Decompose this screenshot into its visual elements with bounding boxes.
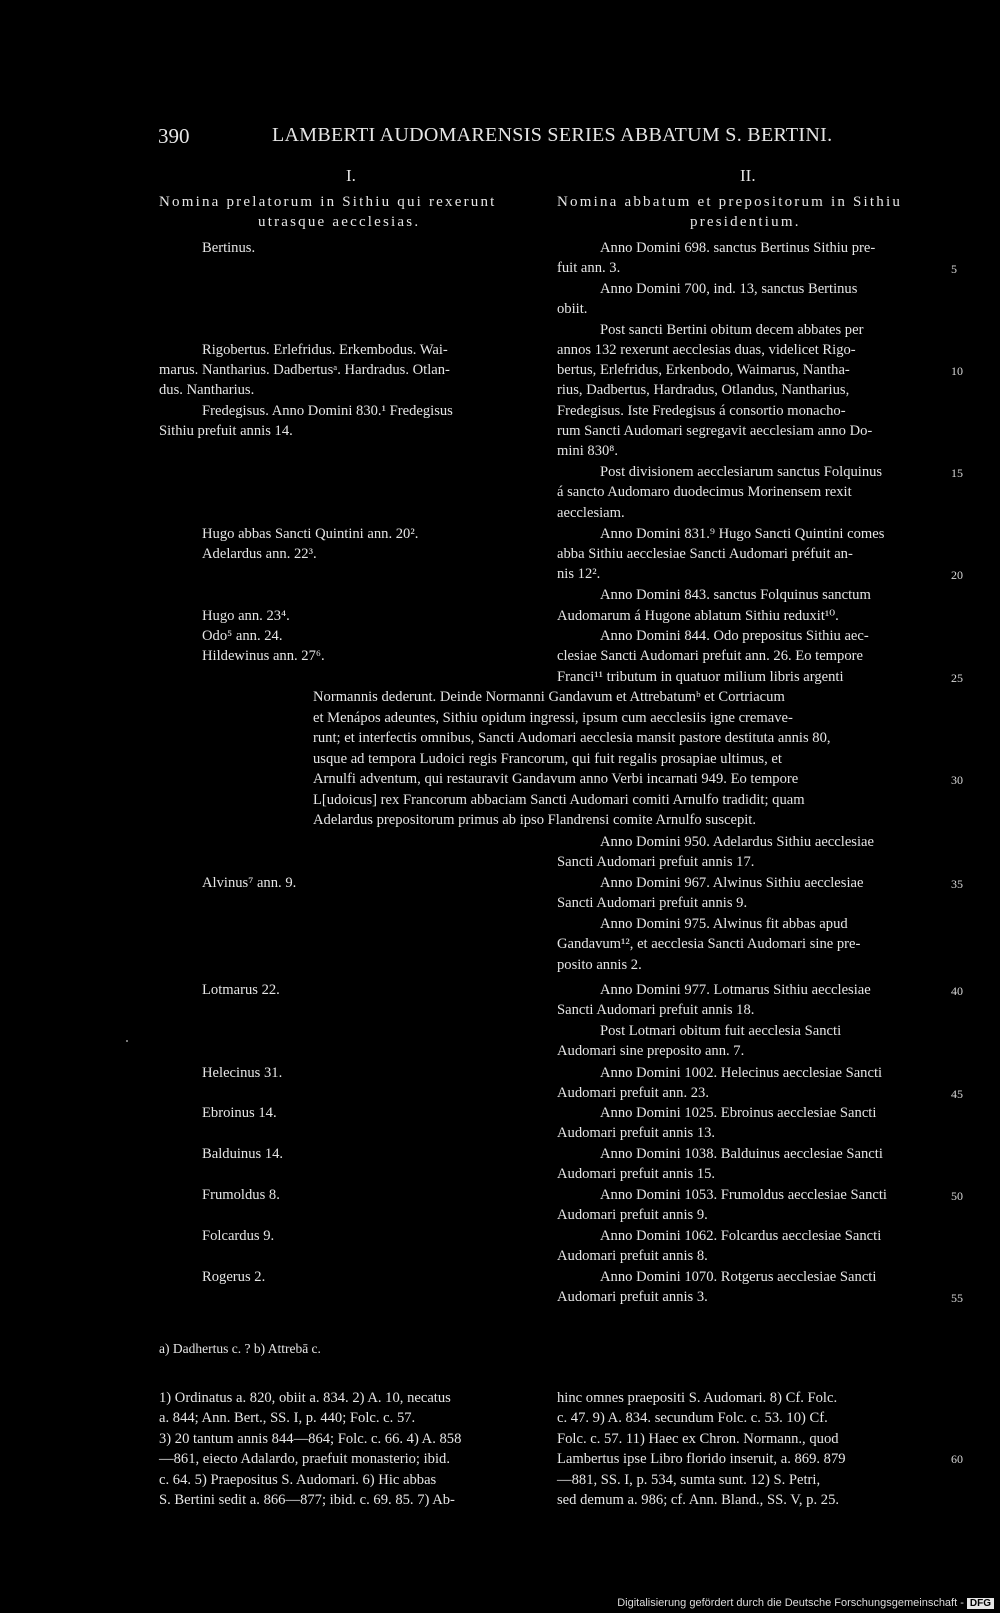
left-line: Sithiu prefuit annis 14.	[159, 423, 293, 439]
full-width-line: usque ad tempora Ludoici regis Francorum, qui fuit regalis prosapiae ultimus, et	[313, 751, 782, 767]
line-number: 10	[951, 364, 963, 378]
footnote-line: 3) 20 tantum annis 844—864; Folc. c. 66. 4) A. 858	[159, 1431, 462, 1447]
line-number: 55	[951, 1291, 963, 1305]
line-number: 30	[951, 773, 963, 787]
left-line: Rogerus 2.	[202, 1269, 266, 1285]
column-2-heading-cont: presidentium.	[690, 214, 801, 230]
left-line: marus. Nantharius. Dadbertusᵃ. Hardradus. Otlan-	[159, 362, 450, 378]
right-line: rius, Dadbertus, Hardradus, Otlandus, Nantharius,	[557, 382, 850, 398]
footnote-line: —861, eiecto Adalardo, praefuit monasterio; ibid.	[159, 1451, 450, 1467]
footnote-line: 1) Ordinatus a. 820, obiit a. 834. 2) A. 10, necatus	[159, 1390, 451, 1406]
right-line: Audomari prefuit annis 8.	[557, 1248, 708, 1264]
right-line: Audomari sine preposito ann. 7.	[557, 1043, 745, 1059]
full-width-line: L[udoicus] rex Francorum abbaciam Sancti Audomari comiti Arnulfo tradidit; quam	[313, 792, 805, 808]
footnote-line: Folc. c. 57. 11) Haec ex Chron. Normann., quod	[557, 1431, 839, 1447]
column-1-heading: Nomina prelatorum in Sithiu qui rexerunt	[159, 194, 497, 210]
right-line: bertus, Erlefridus, Erkenbodo, Waimarus, Nantha-	[557, 362, 850, 378]
line-number: 45	[951, 1087, 963, 1101]
right-line: Audomarum á Hugone ablatum Sithiu reduxit¹⁰.	[557, 608, 839, 624]
left-line: Alvinus⁷ ann. 9.	[202, 875, 297, 891]
right-line: nis 12².	[557, 566, 601, 582]
line-number: 50	[951, 1189, 963, 1203]
right-line: Anno Domini 950. Adelardus Sithiu aecclesiae	[600, 834, 874, 850]
right-line: clesiae Sancti Audomari prefuit ann. 26. Eo tempore	[557, 648, 863, 664]
left-line: Hugo ann. 23⁴.	[202, 608, 290, 624]
right-line: Anno Domini 700, ind. 13, sanctus Bertinus	[600, 281, 858, 297]
right-line: Anno Domini 967. Alwinus Sithiu aecclesiae	[600, 875, 864, 891]
right-line: Anno Domini 1025. Ebroinus aecclesiae Sancti	[600, 1105, 877, 1121]
right-line: fuit ann. 3.	[557, 260, 621, 276]
line-number: 5	[951, 262, 957, 276]
right-line: Audomari prefuit annis 15.	[557, 1166, 716, 1182]
left-line: Hildewinus ann. 27⁶.	[202, 648, 325, 664]
right-line: rum Sancti Audomari segregavit aecclesiam anno Do-	[557, 423, 873, 439]
left-line: Balduinus 14.	[202, 1146, 284, 1162]
column-1-heading-cont: utrasque aecclesias.	[258, 214, 421, 230]
right-line: Anno Domini 831.⁹ Hugo Sancti Quintini comes	[600, 526, 885, 542]
line-number: 15	[951, 466, 963, 480]
right-line: Audomari prefuit ann. 23.	[557, 1085, 709, 1101]
right-line: Anno Domini 1062. Folcardus aecclesiae Sancti	[600, 1228, 882, 1244]
footnote-line: hinc omnes praepositi S. Audomari. 8) Cf. Folc.	[557, 1390, 838, 1406]
right-line: Anno Domini 1070. Rotgerus aecclesiae Sancti	[600, 1269, 877, 1285]
right-line: Sancti Audomari prefuit annis 9.	[557, 895, 748, 911]
right-line: Anno Domini 698. sanctus Bertinus Sithiu pre-	[600, 240, 876, 256]
right-line: Anno Domini 843. sanctus Folquinus sanctum	[600, 587, 871, 603]
footnote-line: Lambertus ipse Libro florido inseruit, a. 869. 879	[557, 1451, 846, 1467]
page-number: 390	[158, 124, 190, 148]
left-line: Hugo abbas Sancti Quintini ann. 20².	[202, 526, 419, 542]
right-line: Fredegisus. Iste Fredegisus á consortio monacho-	[557, 403, 846, 419]
left-line: Fredegisus. Anno Domini 830.¹ Fredegisus	[202, 403, 453, 419]
right-line: Post sancti Bertini obitum decem abbates per	[600, 322, 864, 338]
right-line: Anno Domini 977. Lotmarus Sithiu aecclesiae	[600, 982, 871, 998]
left-line: Rigobertus. Erlefridus. Erkembodus. Wai-	[202, 342, 448, 358]
right-line: Audomari prefuit annis 3.	[557, 1289, 708, 1305]
credit-text: Digitalisierung gefördert durch die Deutsche Forschungsgemeinschaft -	[617, 1597, 964, 1609]
left-line: dus. Nantharius.	[159, 382, 255, 398]
right-line: Anno Domini 1053. Frumoldus aecclesiae Sancti	[600, 1187, 887, 1203]
digitization-credit	[617, 1597, 994, 1609]
full-width-line: runt; et interfectis omnibus, Sancti Audomari aecclesia mansit pastore destituta annis 80,	[313, 730, 831, 746]
right-line: abba Sithiu aecclesiae Sancti Audomari préfuit an-	[557, 546, 853, 562]
right-line: annos 132 rexerunt aecclesias duas, videlicet Rigo-	[557, 342, 856, 358]
right-line: á sancto Audomaro duodecimus Morinensem rexit	[557, 484, 852, 500]
right-line: aecclesiam.	[557, 505, 625, 521]
left-line: Adelardus ann. 22³.	[202, 546, 317, 562]
right-line: Sancti Audomari prefuit annis 18.	[557, 1002, 755, 1018]
left-line: Lotmarus 22.	[202, 982, 280, 998]
left-line: Ebroinus 14.	[202, 1105, 277, 1121]
left-line: Odo⁵ ann. 24.	[202, 628, 283, 644]
footnote-line: sed demum a. 986; cf. Ann. Bland., SS. V, p. 25.	[557, 1492, 840, 1508]
line-number: 40	[951, 984, 963, 998]
dfg-logo: DFG	[967, 1598, 994, 1609]
right-line: Anno Domini 975. Alwinus fit abbas apud	[600, 916, 848, 932]
right-line: Anno Domini 1002. Helecinus aecclesiae Sancti	[600, 1065, 883, 1081]
footnote-line: c. 47. 9) A. 834. secundum Folc. c. 53. 10) Cf.	[557, 1410, 828, 1426]
line-number: 25	[951, 671, 963, 685]
right-line: Gandavum¹², et aecclesia Sancti Audomari sine pre-	[557, 936, 861, 952]
left-line: Helecinus 31.	[202, 1065, 283, 1081]
column-2-numeral: II.	[740, 166, 756, 185]
right-line: Anno Domini 1038. Balduinus aecclesiae Sancti	[600, 1146, 883, 1162]
right-line: Audomari prefuit annis 9.	[557, 1207, 708, 1223]
right-line: obiit.	[557, 301, 588, 317]
right-line: Post divisionem aecclesiarum sanctus Folquinus	[600, 464, 883, 480]
left-line: Folcardus 9.	[202, 1228, 275, 1244]
left-line: Bertinus.	[202, 240, 256, 256]
full-width-line: et Menápos adeuntes, Sithiu opidum ingressi, ipsum cum aecclesiis igne cremave-	[313, 710, 793, 726]
line-number: 60	[951, 1452, 963, 1466]
line-number: 35	[951, 877, 963, 891]
footnote-line: S. Bertini sedit a. 866—877; ibid. c. 69. 85. 7) Ab-	[159, 1492, 455, 1508]
right-line: Sancti Audomari prefuit annis 17.	[557, 854, 755, 870]
footnote-line: —881, SS. I, p. 534, sumta sunt. 12) S. Petri,	[557, 1472, 821, 1488]
full-width-line: Arnulfi adventum, qui restauravit Gandavum anno Verbi incarnati 949. Eo tempore	[313, 771, 799, 787]
variant-readings: a) Dadhertus c. ? b) Attrebā c.	[159, 1341, 321, 1356]
column-2-heading: Nomina abbatum et prepositorum in Sithiu	[557, 194, 903, 210]
right-line: Post Lotmari obitum fuit aecclesia Sancti	[600, 1023, 842, 1039]
scan-speck	[126, 1040, 128, 1042]
right-line: Anno Domini 844. Odo prepositus Sithiu aec-	[600, 628, 869, 644]
right-line: Franci¹¹ tributum in quatuor milium libris argenti	[557, 669, 844, 685]
left-line: Frumoldus 8.	[202, 1187, 280, 1203]
footnote-line: c. 64. 5) Praepositus S. Audomari. 6) Hic abbas	[159, 1472, 437, 1488]
right-line: Audomari prefuit annis 13.	[557, 1125, 716, 1141]
running-title: LAMBERTI AUDOMARENSIS SERIES ABBATUM S. BERTINI.	[272, 124, 833, 146]
column-1-numeral: I.	[346, 166, 356, 185]
full-width-line: Normannis dederunt. Deinde Normanni Gandavum et Attrebatumᵇ et Cortriacum	[313, 689, 785, 705]
right-line: posito annis 2.	[557, 957, 642, 973]
right-line: mini 830⁸.	[557, 443, 619, 459]
footnote-line: a. 844; Ann. Bert., SS. I, p. 440; Folc. c. 57.	[159, 1410, 416, 1426]
full-width-line: Adelardus prepositorum primus ab ipso Flandrensi comite Arnulfo suscepit.	[313, 812, 757, 828]
line-number: 20	[951, 568, 963, 582]
